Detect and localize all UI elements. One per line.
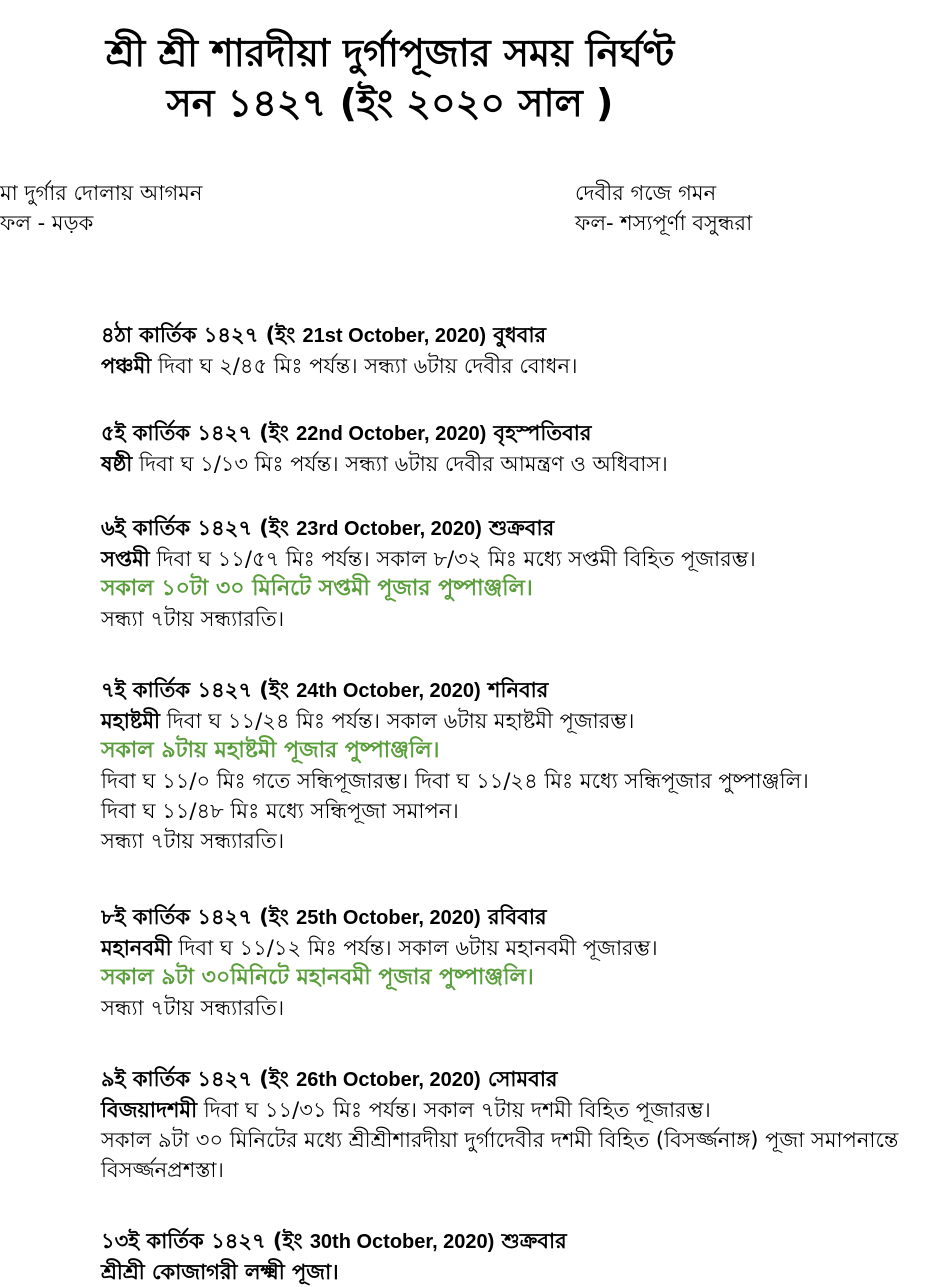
day-heading [101,675,936,706]
tithi-detail: দিবা ঘ ২/৪৫ মিঃ পর্যন্ত। সন্ধ্যা ৬টায় দেবীর বোধন। [151,354,578,378]
weekday: রবিবার [488,905,547,929]
date-bn: ৯ই কার্তিক ১৪২৭ (ইং [101,1067,289,1091]
tithi-name: মহাষ্টমী [101,709,161,733]
tithi-name: ষষ্ঠী [101,452,133,476]
tithi-detail: দিবা ঘ ১১/১২ মিঃ পর্যন্ত। সকাল ৬টায় মহানবমী পূজারম্ভ। [171,936,658,960]
tithi-name: বিজয়াদশমী [101,1098,198,1122]
tithi-detail: দিবা ঘ ১১/৫৭ মিঃ পর্যন্ত। সকাল ৮/৩২ মিঃ মধ্যে সপ্তমী বিহিত পূজারম্ভ। [149,547,756,571]
day-heading [101,1226,936,1257]
arrival-info [0,178,202,238]
evening-arati: সন্ধ্যা ৭টায় সন্ধ্যারতি। [101,607,285,631]
tithi-name: পঞ্চমী [101,354,152,378]
tithi-detail: দিবা ঘ ১১/৩১ মিঃ পর্যন্ত। সকাল ৭টায় দশমী বিহিত পূজারম্ভ। [197,1098,711,1122]
date-bn: ৮ই কার্তিক ১৪২৭ (ইং [101,905,289,929]
day-heading [101,902,936,933]
tithi-detail: দিবা ঘ ১/১৩ মিঃ পর্যন্ত। সন্ধ্যা ৬টায় দেবীর আমন্ত্রণ ও অধিবাস। [132,452,668,476]
day-heading [101,513,936,544]
day-detail [101,449,936,479]
day-shashthi [101,418,936,479]
date-bn: ৬ই কার্তিক ১৪২৭ (ইং [101,516,289,540]
date-bn: ৫ই কার্তিক ১৪২৭ (ইং [101,421,289,445]
anjali-time: সকাল ৯টা ৩০মিনিটে মহানবমী পূজার পুষ্পাঞ্জলি। [101,965,534,990]
page-subtitle: সন ১৪২৭ (ইং ২০২০ সাল ) [166,81,614,125]
day-detail [101,1095,936,1125]
day-lakshmi-puja [101,1226,936,1287]
day-heading [101,320,936,351]
departure-result: ফল- শস্যপূর্ণা বসুন্ধরা [575,211,753,235]
day-heading [101,418,936,449]
departure-line: দেবীর গজে গমন [575,181,717,205]
arrival-line: মা দুর্গার দোলায় আগমন [0,181,203,205]
day-saptami [101,513,936,634]
day-heading [101,1064,936,1095]
departure-info [575,178,752,238]
weekday: শুক্রবার [489,516,555,540]
day-detail [101,351,936,381]
day-detail [101,544,936,574]
anjali-time: সকাল ৯টায় মহাষ্টমী পূজার পুষ্পাঞ্জলি। [101,738,440,763]
day-detail [101,933,936,963]
immersion-note: সকাল ৯টা ৩০ মিনিটের মধ্যে শ্রীশ্রীশারদীয়া দুর্গাদেবীর দশমী বিহিত (বিসর্জ্জনাঙ্গ) পূজা সমাপনান্তে বিসর্জ্জনপ্রশস্তা। [101,1128,899,1182]
day-bijoya-dashami [101,1064,936,1185]
weekday: সোমবার [488,1067,558,1091]
evening-arati: সন্ধ্যা ৭টায় সন্ধ্যারতি। [101,996,285,1020]
day-mahashtami [101,675,936,856]
tithi-name: শ্রীশ্রী কোজাগরী লক্ষ্মী পূজা। [101,1260,339,1284]
tithi-name: সপ্তমী [101,547,150,571]
date-en: 26th October, 2020) [296,1069,481,1091]
date-en: 30th October, 2020) [309,1231,495,1253]
day-panchami [101,320,936,381]
weekday: শনিবার [488,678,549,702]
day-detail [101,706,936,736]
weekday: বুধবার [493,323,547,347]
tithi-name: মহানবমী [101,936,172,960]
sandhi-puja-start: দিবা ঘ ১১/০ মিঃ গতে সন্ধিপূজারম্ভ। দিবা ঘ ১১/২৪ মিঃ মধ্যে সন্ধিপূজার পুষ্পাঞ্জলি। [101,769,809,793]
page-title: শ্রী শ্রী শারদীয়া দুর্গাপূজার সময় নির্ঘণ্ট [105,31,675,75]
date-bn: ৪ঠা কার্তিক ১৪২৭ (ইং [101,323,296,347]
date-bn: ১৩ই কার্তিক ১৪২৭ (ইং [101,1229,303,1253]
sandhi-puja-end: দিবা ঘ ১১/৪৮ মিঃ মধ্যে সন্ধিপূজা সমাপন। [101,799,459,823]
date-en: 24th October, 2020) [296,680,481,702]
arrival-result: ফল - মড়ক [0,211,94,235]
evening-arati: সন্ধ্যা ৭টায় সন্ধ্যারতি। [101,829,285,853]
day-detail [101,1257,936,1287]
date-bn: ৭ই কার্তিক ১৪২৭ (ইং [101,678,289,702]
tithi-detail: দিবা ঘ ১১/২৪ মিঃ পর্যন্ত। সকাল ৬টায় মহাষ্টমী পূজারম্ভ। [160,709,635,733]
day-mahanavami [101,902,936,1023]
weekday: বৃহস্পতিবার [493,421,592,445]
date-en: 23rd October, 2020) [296,518,482,540]
date-en: 25th October, 2020) [296,907,481,929]
date-en: 22nd October, 2020) [296,423,487,445]
date-en: 21st October, 2020) [302,325,486,347]
weekday: শুক্রবার [501,1229,567,1253]
anjali-time: সকাল ১০টা ৩০ মিনিটে সপ্তমী পূজার পুষ্পাঞ্জলি। [101,576,533,601]
